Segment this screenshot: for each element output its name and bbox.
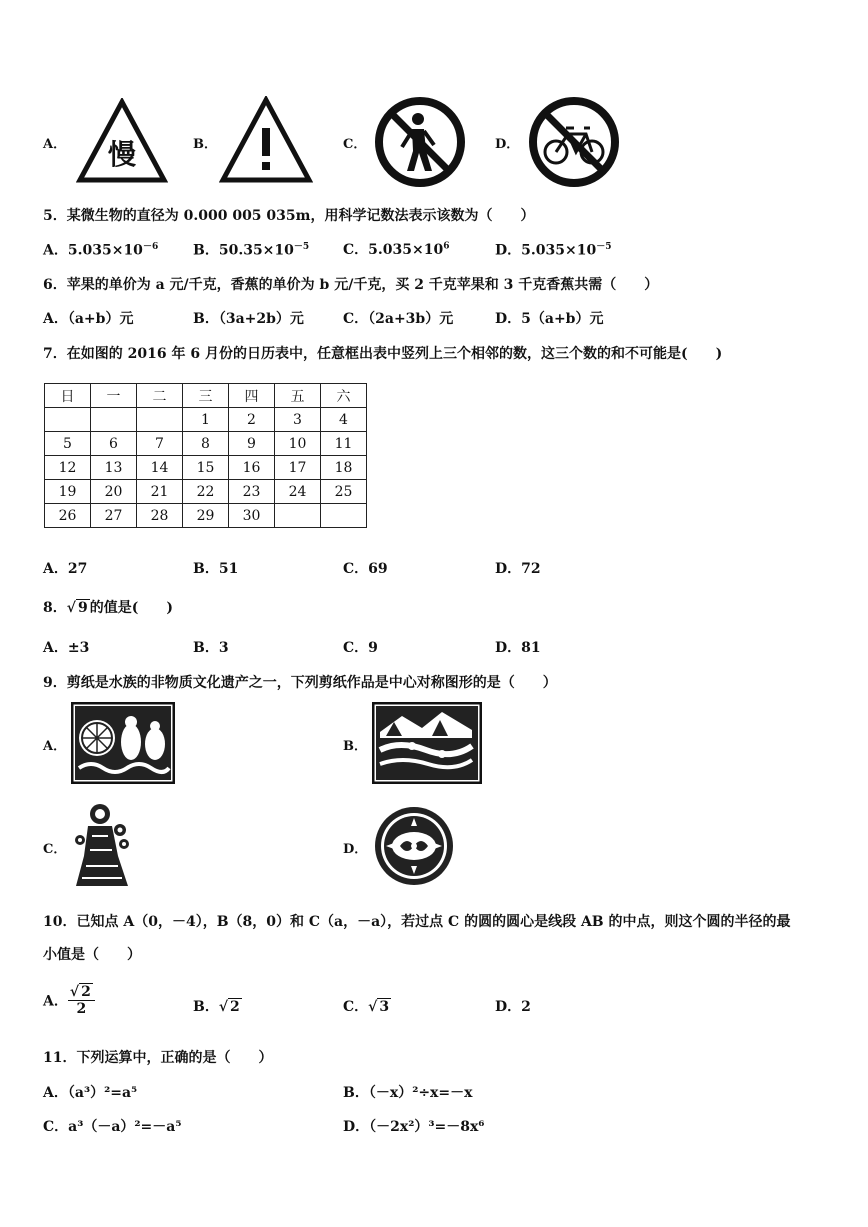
q8-suffix: 的值是( ) <box>89 600 173 616</box>
q8-option-b: B．3 <box>193 640 229 656</box>
q6-stem: 6．苹果的单价为 a 元/千克，香蕉的单价为 b 元/千克，买 2 千克苹果和 3 千克香蕉共需（ ） <box>43 277 659 293</box>
calendar-cell: 29 <box>183 504 229 528</box>
q8-option-c: C．9 <box>343 640 378 656</box>
calendar-cell: 20 <box>91 480 137 504</box>
calendar-cell: 30 <box>229 504 275 528</box>
calendar-cell: 15 <box>183 456 229 480</box>
q11-option-d-label: D． <box>343 1119 370 1135</box>
calendar-header-cell: 一 <box>91 384 137 408</box>
q10-option-b-radicand: 2 <box>230 999 240 1015</box>
calendar-cell: 18 <box>321 456 367 480</box>
q10-option-a-radicand: 2 <box>81 984 91 1000</box>
q5-option-b-base: 50.35×10 <box>218 242 294 259</box>
q6-option-a: A．（a+b）元 <box>43 311 134 327</box>
q8-option-d: D．81 <box>495 640 541 656</box>
calendar-header-cell: 五 <box>275 384 321 408</box>
calendar-cell <box>91 408 137 432</box>
q10-option-a-numerator <box>68 984 95 1001</box>
calendar-cell: 4 <box>321 408 367 432</box>
calendar-header-row <box>45 384 367 408</box>
calendar-cell: 19 <box>45 480 91 504</box>
calendar-cell: 11 <box>321 432 367 456</box>
q5-option-a <box>43 239 158 260</box>
q4-option-d-label: D． <box>495 137 520 152</box>
calendar-cell: 22 <box>183 480 229 504</box>
no-pedestrians-sign-icon <box>372 95 468 189</box>
q7-option-d: D．72 <box>495 561 541 577</box>
calendar-cell: 3 <box>275 408 321 432</box>
q10-option-c-label: C． <box>343 999 369 1015</box>
calendar-cell: 8 <box>183 432 229 456</box>
calendar-cell <box>45 408 91 432</box>
q10-option-a-label: A． <box>43 993 68 1010</box>
calendar-cell: 12 <box>45 456 91 480</box>
q6-option-d: D．5（a+b）元 <box>495 311 604 327</box>
q5-option-a-label: A． <box>43 242 68 259</box>
calendar-cell: 24 <box>275 480 321 504</box>
q5-option-d-label: D． <box>495 242 522 259</box>
q5-option-b-exp: －5 <box>293 242 310 252</box>
calendar-cell: 7 <box>137 432 183 456</box>
q11-stem: 11．下列运算中，正确的是（ ） <box>43 1050 273 1066</box>
q11-option-c-text: a³（－a）²=－a⁵ <box>68 1119 182 1135</box>
papercut-round-medallion-image <box>373 804 455 888</box>
slow-warning-triangle-icon <box>76 98 168 184</box>
calendar-cell: 28 <box>137 504 183 528</box>
q5-option-d-exp: －5 <box>596 242 612 252</box>
q10-option-c <box>343 996 391 1016</box>
q10-option-a-sqrt: √ 2 <box>69 984 91 1000</box>
q10-option-a-fraction <box>68 984 95 1017</box>
calendar-cell: 16 <box>229 456 275 480</box>
q5-option-b-label: B． <box>193 242 219 259</box>
q11-option-b <box>343 1082 472 1102</box>
calendar-row <box>45 504 367 528</box>
q7-option-b: B．51 <box>193 561 239 577</box>
q7-option-a: A．27 <box>43 561 88 577</box>
q5-option-c <box>343 239 449 259</box>
q11-option-b-text: （－x）²÷x=－x <box>368 1085 473 1101</box>
calendar-row <box>45 432 367 456</box>
q10-option-b <box>193 996 242 1016</box>
calendar-row <box>45 408 367 432</box>
q10-stem-line1: 10．已知点 A（0，－4），B（8，0）和 C（a，－a），若过点 C 的圆的圆心是线段 AB 的中点，则这个圆的半径的最 <box>43 914 791 930</box>
calendar-cell <box>275 504 321 528</box>
q8-stem <box>43 597 173 617</box>
q10-option-d-label: D． <box>495 999 522 1015</box>
calendar-header-cell: 六 <box>321 384 367 408</box>
q10-option-c-sqrt: √ 3 <box>368 999 390 1015</box>
calendar-cell: 13 <box>91 456 137 480</box>
q10-option-b-label: B． <box>193 999 219 1015</box>
papercut-landscape-image <box>372 702 482 784</box>
q7-stem: 7．在如图的 2016 年 6 月份的日历表中，任意框出表中竖列上三个相邻的数，这三个数的和不可能是( ) <box>43 346 723 362</box>
q11-option-a <box>43 1082 137 1102</box>
q8-sqrt: √ 9 <box>66 600 88 616</box>
q5-option-c-label: C． <box>343 242 369 258</box>
q4-option-c-label: C． <box>343 137 367 152</box>
q6-option-c: C．（2a+3b）元 <box>343 311 454 327</box>
calendar-header-cell: 四 <box>229 384 275 408</box>
q9-stem: 9．剪纸是水族的非物质文化遗产之一，下列剪纸作品是中心对称图形的是（ ） <box>43 675 557 691</box>
q8-option-a: A．±3 <box>43 640 90 656</box>
q11-option-d-text: （－2x²）³=－8x⁶ <box>369 1119 485 1135</box>
papercut-figure-image <box>70 800 134 892</box>
q5-option-d-base: 5.035×10 <box>521 242 597 259</box>
calendar-cell: 5 <box>45 432 91 456</box>
calendar-header-cell: 日 <box>45 384 91 408</box>
papercut-spinning-wheel-image <box>71 702 175 784</box>
q11-option-a-label: A． <box>43 1085 68 1101</box>
calendar-cell <box>137 408 183 432</box>
calendar-cell: 23 <box>229 480 275 504</box>
calendar-cell: 14 <box>137 456 183 480</box>
calendar-cell: 27 <box>91 504 137 528</box>
calendar-row <box>45 456 367 480</box>
q10-stem-line2: 小值是（ ） <box>43 947 141 963</box>
q5-option-d <box>495 239 611 260</box>
q9-option-b-label: B． <box>343 739 367 754</box>
calendar-cell: 26 <box>45 504 91 528</box>
q4-option-b-label: B． <box>193 137 217 152</box>
q11-option-d <box>343 1116 484 1136</box>
exclamation-warning-triangle-icon <box>219 96 313 184</box>
no-bicycles-sign-icon <box>526 96 622 188</box>
q9-option-d-label: D． <box>343 842 368 857</box>
q8-radicand: 9 <box>77 600 88 616</box>
calendar-table <box>44 383 367 528</box>
q11-option-c-label: C． <box>43 1119 69 1135</box>
q9-option-a-label: A． <box>43 739 67 754</box>
calendar-cell: 6 <box>91 432 137 456</box>
q8-number: 8． <box>43 600 67 616</box>
calendar-cell: 9 <box>229 432 275 456</box>
q11-option-b-label: B． <box>343 1085 369 1101</box>
q9-option-c-label: C． <box>43 842 67 857</box>
q10-option-c-radicand: 3 <box>379 999 390 1015</box>
q10-option-a-denominator: 2 <box>76 1001 87 1017</box>
calendar-cell: 21 <box>137 480 183 504</box>
calendar-row <box>45 480 367 504</box>
q4-sign-slow-text: 慢 <box>107 138 137 171</box>
q5-option-a-exp: －6 <box>142 242 159 252</box>
calendar-header-cell: 二 <box>137 384 183 408</box>
q10-option-d <box>495 996 531 1016</box>
q5-option-a-base: 5.035×10 <box>67 242 143 259</box>
q5-option-c-base: 5.035×10 <box>368 242 444 258</box>
q7-option-c: C．69 <box>343 561 388 577</box>
q11-option-a-text: （a³）²=a⁵ <box>67 1085 138 1101</box>
q10-option-d-text: 2 <box>521 999 531 1015</box>
calendar-cell: 2 <box>229 408 275 432</box>
q4-option-a-label: A． <box>43 137 67 152</box>
q11-option-c <box>43 1116 182 1136</box>
q5-stem: 5．某微生物的直径为 0.000 005 035m，用科学记数法表示该数为（ ） <box>43 208 535 224</box>
calendar-cell <box>321 504 367 528</box>
calendar-cell: 25 <box>321 480 367 504</box>
calendar-cell: 10 <box>275 432 321 456</box>
calendar-cell: 17 <box>275 456 321 480</box>
calendar-cell: 1 <box>183 408 229 432</box>
q5-option-b <box>193 239 309 260</box>
q5-option-c-exp: 6 <box>443 241 450 252</box>
q6-option-b: B．（3a+2b）元 <box>193 311 304 327</box>
q10-option-a <box>43 984 95 1017</box>
calendar-header-cell: 三 <box>183 384 229 408</box>
q10-option-b-sqrt: √ 2 <box>218 999 240 1015</box>
